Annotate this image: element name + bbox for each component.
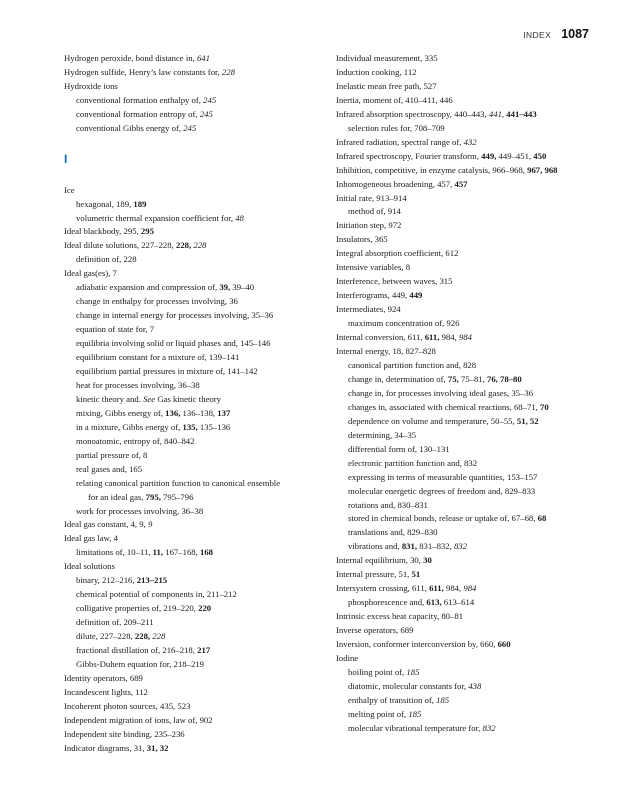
index-entry [64,700,318,714]
index-entry [336,192,600,206]
entry-text: 167–168, [163,547,200,558]
index-subentry [336,205,600,219]
page-ref-bold: 137 [217,407,231,418]
index-subentry [336,694,600,708]
entry-text: equation of state for, 7 [76,324,155,335]
entry-text: Hydrogen peroxide, bond distance in, [64,53,197,63]
page-ref-bold: 213–215 [136,575,168,586]
index-subentry [64,546,318,560]
entry-text: Indicator diagrams, 31, [64,742,147,753]
page-ref-italic: 185 [408,708,422,719]
index-entry [336,610,600,624]
page-ref-bold: 449, [481,150,497,161]
index-subentry [336,387,600,401]
entry-text: maximum concentration of, 926 [348,318,460,329]
entry-text: relating canonical partition function to canonical ensemble [76,477,281,488]
index-entry [336,52,600,66]
index-subentry [64,463,318,477]
entry-text: selection rules for, 708–709 [348,122,445,133]
spacer [64,136,318,150]
entry-text: Intersystem crossing, 611, [336,583,430,594]
index-entry [336,652,600,666]
index-subentry [336,429,600,443]
entry-text: stored in chemical bonds, release or uptake of, 67–68, [348,513,538,524]
entry-text: Intrinsic excess heat capacity, 80–81 [336,611,464,622]
index-entry [336,554,600,568]
index-entry [336,289,600,303]
index-subentry [64,574,318,588]
index-subentry [64,253,318,267]
index-subentry [64,365,318,379]
entry-text: 795–796 [160,491,194,502]
page-ref-italic: See [143,393,156,404]
index-subentry [64,379,318,393]
entry-text: mixing, Gibbs energy of, [76,407,166,418]
index-subentry [336,512,600,526]
entry-text: rotations and, 830–831 [348,499,428,510]
entry-text: Inertia, moment of, 410–411, 446 [336,94,453,105]
index-subentry [336,708,600,722]
entry-text: Induction cooking, 112 [336,66,417,77]
entry-text: change in, determination of, [348,373,448,384]
page-ref-bold: 75, [447,373,459,384]
page-number: 1087 [561,27,589,41]
index-subentry [336,666,600,680]
index-subentry [336,471,600,485]
index-entry [336,331,600,345]
entry-text: Independent migration of ions, law of, 902 [64,714,213,725]
entry-text: heat for processes involving, 36–38 [76,379,200,390]
index-entry [64,239,318,253]
index-subentry [64,323,318,337]
index-subentry [336,373,600,387]
page-ref-italic: 984 [463,583,477,594]
index-entry [336,94,600,108]
entry-text: Inhibition, competitive, in enzyme catalysis, 966–968, [336,164,528,175]
index-subentry [336,485,600,499]
entry-text: molecular energetic degrees of freedom and, 829–833 [348,485,536,496]
page-ref-italic: 441, [488,108,505,119]
index-entry [336,66,600,80]
index-subentry [64,588,318,602]
entry-text: definition of, 228 [76,254,137,265]
entry-text: chemical potential of components in, 211–212 [76,589,237,600]
index-entry [64,560,318,574]
page-ref-italic: 245 [203,94,217,105]
entry-text: in a mixture, Gibbs energy of, [76,421,183,432]
index-entry [336,178,600,192]
entry-text: Interference, between waves, 315 [336,276,453,287]
index-entry [336,150,600,164]
entry-text: equilibrium partial pressures in mixture of, 141–142 [76,365,258,376]
index-entry [336,164,600,178]
index-subentry [64,644,318,658]
page-ref-bold: 135, [182,421,198,432]
page-ref-bold: 831, [401,541,418,552]
entry-text: Internal energy, 18, 827–828 [336,346,436,357]
index-subentry [64,94,318,108]
entry-text: Hydroxide ions [64,80,118,91]
entry-text: canonical partition function and, 828 [348,359,477,370]
index-entry [64,728,318,742]
page-ref-bold: 189 [133,198,147,209]
page-ref-italic: 48 [235,212,244,223]
entry-text: definition of, 209–211 [76,617,154,628]
index-subentry [64,491,318,505]
index-subentry [336,526,600,540]
entry-text: Infrared radiation, spectral range of, [336,136,464,147]
page-ref-italic: 228 [193,240,207,251]
index-entry [64,742,318,756]
index-entry [64,66,318,80]
entry-text: changes in, associated with chemical reactions, 68–71, [348,401,541,412]
index-subentry [64,295,318,309]
entry-text: Ideal gas law, 4 [64,533,118,544]
index-entry [64,518,318,532]
index-subentry [336,317,600,331]
index-entry [64,672,318,686]
page-ref-bold: 613, [426,597,442,608]
entry-text: Incandescent lights, 112 [64,686,148,697]
entry-text: Ideal gas(es), 7 [64,268,117,279]
entry-text: Ideal gas constant, 4, 9, [64,519,148,530]
page-ref-italic: 438 [468,680,482,691]
index-entry [64,267,318,281]
index-entry [336,80,600,94]
index-entry [64,714,318,728]
entry-text: 449–451, [496,150,534,161]
page-ref-bold: 611, [424,332,440,343]
index-entry [336,108,600,122]
entry-text: dilute, 227–228, [76,631,135,642]
index-subentry [336,680,600,694]
index-subentry [336,415,600,429]
entry-text: fractional distillation of, 216–218, [76,645,198,656]
entry-text: Infrared spectroscopy, Fourier transform, [336,150,482,161]
index-subentry [64,108,318,122]
index-subentry [336,722,600,736]
index-subentry [64,477,318,491]
running-header [523,27,589,41]
page-ref-italic: 185 [436,694,450,705]
entry-text: differential form of, 130–131 [348,443,450,454]
entry-text: for an ideal gas, [88,491,146,502]
index-entry [64,52,318,66]
entry-text: vibrations and, [348,541,402,552]
entry-text: Initial rate, 913–914 [336,192,407,203]
entry-text: Gibbs-Duhem equation for, 218–219 [76,659,205,669]
index-entry [336,345,600,359]
index-entry [336,568,600,582]
entry-text: Internal conversion, 611, [336,332,425,343]
index-entry [336,247,600,261]
index-column-right [336,52,600,736]
entry-text: Internal equilibrium, 30, [336,555,424,566]
entry-text: Inversion, conformer interconversion by, 660, [336,639,498,650]
entry-text: equilibrium constant for a mixture of, 139–141 [76,352,240,363]
entry-text: determining, 34–35 [348,429,417,440]
page-ref-bold: 30 [423,555,432,566]
index-entry [336,303,600,317]
entry-text: Infrared absorption spectroscopy, 440–443, [336,108,489,119]
entry-text: change in internal energy for processes involving, 35–36 [76,310,274,321]
entry-text: Intermediates, 924 [336,304,401,315]
page-ref-bold: 449 [409,290,423,301]
entry-text: Inhomogeneous broadening, 457, [336,178,455,189]
page-ref-bold: 457 [454,178,468,189]
entry-text: equilibria involving solid or liquid phases and, 145–146 [76,338,271,349]
index-entry [64,225,318,239]
page-ref-bold: 31, 32 [146,742,169,753]
entry-text: 39–40 [230,282,255,293]
page-ref-bold: 168 [199,547,213,558]
entry-text: 135–136 [197,421,231,432]
index-subentry [64,281,318,295]
entry-text: change in enthalpy for processes involving, 36 [76,296,238,307]
page-ref-bold: 51 [411,569,421,580]
index-subentry [336,443,600,457]
page-ref-bold: 70 [540,401,549,412]
page-ref-italic: 228 [152,631,166,642]
entry-text: monoatomic, entropy of, 840–842 [76,435,195,446]
entry-text: Gas kinetic theory [155,393,222,404]
entry-text: conventional Gibbs energy of, [76,122,184,133]
entry-text: change in, for processes involving ideal gases, 35–36 [348,387,534,398]
index-subentry [64,630,318,644]
index-entry [336,261,600,275]
entry-text: method of, 914 [348,206,401,217]
page-ref-bold: 68 [537,513,547,524]
index-entry [64,184,318,198]
entry-text: conventional formation entropy of, [76,108,200,119]
entry-text: adiabatic expansion and compression of, [76,282,220,293]
entry-text: translations and, 829–830 [348,527,438,538]
entry-text: 136–138, [180,407,218,418]
entry-text: work for processes involving, 36–38 [76,505,204,516]
entry-text: conventional formation enthalpy of, [76,94,204,105]
page-ref-italic: 432 [463,136,477,147]
page-ref-italic: 832 [453,541,467,552]
page-ref-bold: 11, [152,547,164,558]
index-subentry [336,122,600,136]
entry-text: Insulators, 365 [336,234,388,245]
index-entry [336,624,600,638]
entry-text: Interferograms, 449, [336,290,410,301]
entry-text: Intensive variables, 8 [336,262,411,273]
entry-text: hexagonal, 189, [76,198,134,209]
index-subentry [64,393,318,407]
entry-text: Initiation step, 972 [336,220,402,231]
page-ref-bold: 795, [145,491,161,502]
index-entry [336,638,600,652]
entry-text: Internal pressure, 51, [336,569,412,580]
page-ref-bold: 611, [429,583,444,594]
entry-text: phosphorescence and, [348,597,427,608]
index-entry [336,219,600,233]
spacer [64,170,318,184]
page-ref-bold: 39, [219,282,231,293]
index-entry [64,80,318,94]
index-entry [64,686,318,700]
entry-text: Independent site binding, 235–236 [64,728,185,739]
index-subentry [64,212,318,226]
page-ref-bold: 228, [175,240,192,251]
entry-text: Identity operators, 689 [64,672,143,683]
entry-text: melting point of, [348,708,409,719]
entry-text: real gases and, 165 [76,463,143,474]
entry-text: Inelastic mean free path, 527 [336,80,437,91]
page-ref-italic: 641 [196,53,210,63]
page-ref-bold: 51, 52 [516,415,539,426]
index-subentry [336,457,600,471]
entry-text: Ice [64,184,75,195]
page-ref-bold: 228, [134,631,151,642]
index-entry [336,136,600,150]
page-ref-bold: 441–443 [506,108,537,119]
page-ref-bold: 217 [197,645,211,656]
page-ref-italic: 185 [406,666,420,677]
index-subentry [64,435,318,449]
index-subentry [336,359,600,373]
page-ref-italic: 832 [482,722,496,733]
entry-text: 984, [443,583,464,594]
entry-text: Incoherent photon sources, 435, 523 [64,700,191,711]
page-ref-bold: 295 [140,226,154,237]
entry-text: electronic partition function and, 832 [348,457,478,468]
entry-text: Integral absorption coefficient, 612 [336,248,459,259]
page-ref-italic: 245 [183,122,197,133]
index-subentry [64,309,318,323]
entry-text: colligative properties of, 219–220, [76,603,199,614]
index-column-left [64,52,318,756]
index-entry [336,582,600,596]
entry-text: Hydrogen sulfide, Henry’s law constants for, [64,66,222,77]
entry-text: Individual measurement, 335 [336,53,438,63]
entry-text: Inverse operators, 689 [336,625,414,636]
entry-text: Iodine [336,652,359,663]
page-ref-bold: 450 [533,150,547,161]
index-entry [336,233,600,247]
index-subentry [64,505,318,519]
entry-text: limitations of, 10–11, [76,547,153,558]
entry-text: 831–832, [417,541,454,552]
entry-text: kinetic theory and. [76,393,144,404]
page-ref-bold: 967, 968 [527,164,558,175]
index-entry [336,275,600,289]
entry-text: enthalpy of transition of, [348,694,437,705]
index-subentry [64,351,318,365]
entry-text: binary, 212–216, [76,575,137,586]
index-subentry [64,407,318,421]
entry-text: diatomic, molecular constants for, [348,680,469,691]
index-subentry [336,401,600,415]
entry-text: 75–81, [458,373,487,384]
entry-text: Ideal blackbody, 295, [64,226,141,237]
index-subentry [64,198,318,212]
entry-text: partial pressure of, 8 [76,449,148,460]
entry-text: volumetric thermal expansion coefficient for, [76,212,236,223]
page-ref-italic: 9 [147,519,153,530]
entry-text: Ideal solutions [64,561,115,572]
index-subentry [64,337,318,351]
entry-text: 613–614 [441,597,475,608]
section-letter: I [64,151,68,166]
index-subentry [64,449,318,463]
index-subentry [64,658,318,672]
page-ref-italic: 228 [221,66,235,77]
index-subentry [64,122,318,136]
page-ref-bold: 220 [198,603,212,614]
page-ref-bold: 136, [165,407,181,418]
page-ref-bold: 76, 78–80 [486,373,522,384]
entry-text: boiling point of, [348,666,407,677]
entry-text: dependence on volume and temperature, 50–55, [348,415,517,426]
index-subentry [336,596,600,610]
index-subentry [336,540,600,554]
page-ref-bold: 660 [497,639,511,650]
page-ref-italic: 245 [199,108,213,119]
index-subentry [64,616,318,630]
header-section-label: INDEX [523,30,552,40]
entry-text: expressing in terms of measurable quantities, 153–157 [348,471,538,482]
entry-text: molecular vibrational temperature for, [348,722,483,733]
index-subentry [336,499,600,513]
page-ref-italic: 984 [458,332,473,343]
index-subentry [64,602,318,616]
entry-text: Ideal dilute solutions, 227–228, [64,240,176,251]
index-entry [64,532,318,546]
index-subentry [64,421,318,435]
entry-text: 984, [439,332,459,343]
